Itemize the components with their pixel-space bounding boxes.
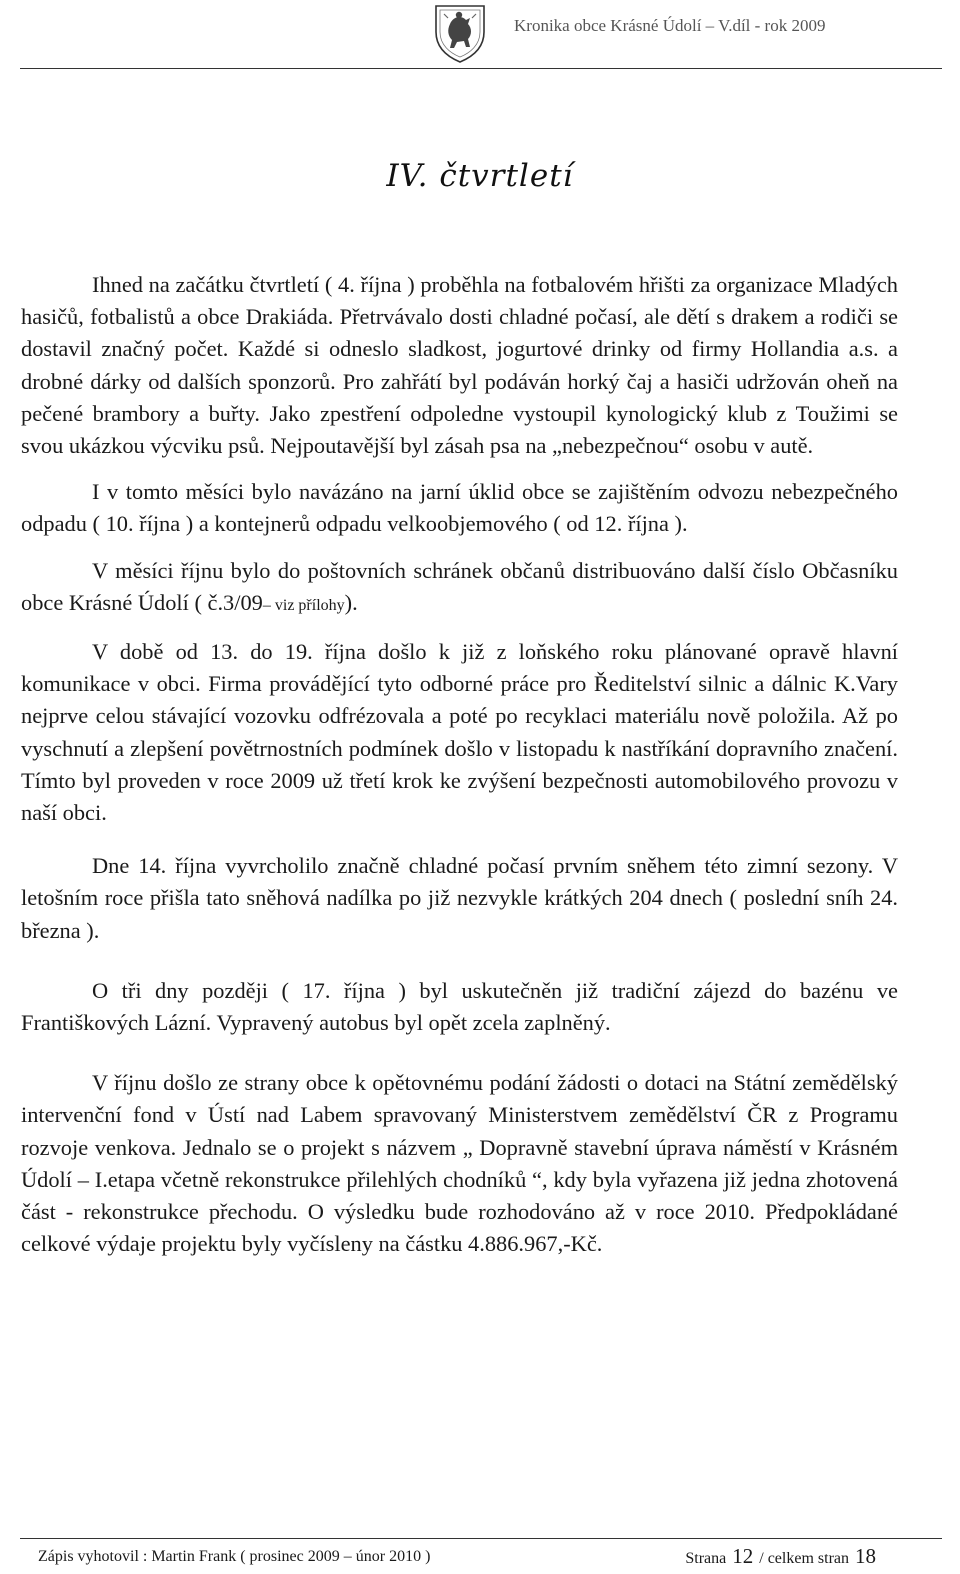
paragraph-newsletter — [21, 555, 898, 622]
total-pages: 18 — [855, 1544, 876, 1568]
total-label: / celkem stran — [759, 1550, 849, 1567]
page-number: 12 — [732, 1544, 754, 1568]
town-crest-icon — [428, 2, 492, 64]
page-label: Strana — [685, 1550, 727, 1567]
paragraph-waste: I v tomto měsíci bylo navázáno na jarní úklid obce se zajištěním odvozu nebezpečného odpadu ( 10. října ) a kontejnerů odpadu velkoobjemového ( od 12. října ). — [21, 479, 898, 537]
paragraph-road-repair: V době od 13. do 19. října došlo k již z loňského roku plánované opravě hlavní komunikace v obci. Firma provádějící tyto odborné práce pro Ředitelství silnic a dálnic K.Vary nejprve celou stávající vozovku odfrézovala a poté po recyklaci materiálu nově položila. Až po vyschnutí a zlepšení povětrnostních podmínek došlo v listopadu k nastříkání dopravního značení. Tímto byl proveden v roce 2009 už třetí krok ke zvýšení bezpečnosti automobilového provozu v naší obci. — [21, 639, 898, 826]
footer-author: Zápis vyhotovil : Martin Frank ( prosinec 2009 – únor 2010 ) — [38, 1548, 431, 1565]
attachment-note: – viz přílohy — [262, 596, 345, 614]
paragraph-drakiada: Ihned na začátku čtvrtletí ( 4. října ) proběhla na fotbalovém hřišti za organizace Mladých hasičů, fotbalistů a obce Drakiáda. Přetrvávalo dosti chladné počasí, ale dětí s drakem a rodiči se dostavil značný počet. Každé si odneslo sladkost, jogurtové drinky od firmy Hollandia a.s. a drobné dárky od dalších sponzorů. Pro zahřátí byl podáván horký čaj a hasiči udržován oheň na pečené brambory a buřty. Jako zpestření odpoledne vystoupil kynologický klub z Toužimi se svou ukázkou výcviku psů. Nejpoutavější byl zásah psa na „nebezpečnou“ osobu v autě. — [21, 272, 898, 459]
newsletter-end: ). — [344, 589, 358, 615]
chronicle-text — [21, 269, 898, 1260]
chronicle-title: Kronika obce Krásné Údolí – V.díl - rok 2009 — [514, 16, 826, 35]
chapter-title: IV. čtvrtletí — [386, 158, 574, 194]
paragraph-swimming-trip: O tři dny později ( 17. října ) byl uskutečněn již tradiční zájezd do bazénu ve Františkových Lázní. Vypravený autobus byl opět zcela zaplněný. — [21, 977, 898, 1036]
page-header — [0, 0, 960, 70]
header-divider — [20, 68, 942, 69]
newsletter-text: V měsíci říjnu bylo do poštovních schránek občanů distribuováno další číslo Občasníku obce Krásné Údolí ( č.3/09 — [21, 557, 898, 615]
footer-divider — [20, 1538, 942, 1539]
paragraph-grant: V říjnu došlo ze strany obce k opětovnému podání žádosti o dotaci na Státní zemědělský intervenční fond v Ústí nad Labem spravovaný Ministerstvem zemědělství ČR z Programu rozvoje venkova. Jednalo se o projekt s názvem „ Dopravně stavební úprava náměstí v Krásném Údolí – I.etapa včetně rekonstrukce přilehlých chodníků “, kdy byla vyřazena již jedna zhotovená část - rekonstrukce přechodu. O výsledku bude rozhodováno až v roce 2010. Předpokládané celkové výdaje projektu byly vyčísleny na částku 4.886.967,-Kč. — [21, 1070, 898, 1257]
paragraph-first-snow: Dne 14. října vyvrcholilo značně chladné počasí prvním sněhem této zimní sezony. V letošním roce přišla tato sněhová nadílka po již nezvykle krátkých 204 dnech ( poslední sníh 24. března ). — [21, 853, 898, 943]
page-counter — [685, 1544, 882, 1569]
